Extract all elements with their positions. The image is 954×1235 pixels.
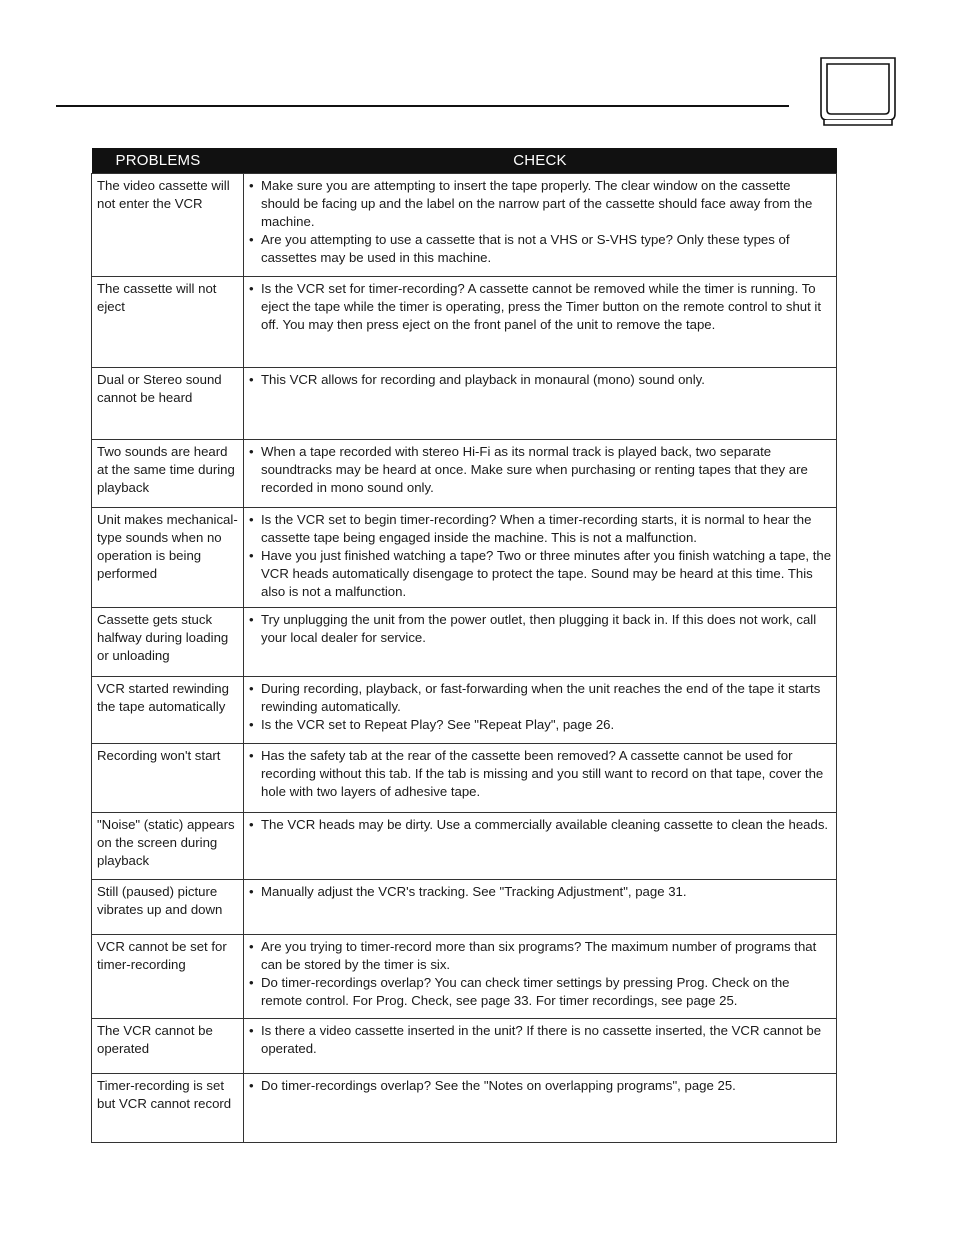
check-item: [249, 716, 832, 734]
check-item: [249, 680, 832, 716]
check-cell: [244, 744, 837, 813]
check-cell: [244, 277, 837, 368]
check-cell: [244, 608, 837, 677]
check-text: When a tape recorded with stereo Hi-Fi as its normal track is played back, two separate soundtracks may be heard at once. Make sure when purchasing or renting tapes that they are recorded in mono sound only.: [261, 444, 808, 495]
table-row: [92, 1019, 837, 1074]
table-row: [92, 608, 837, 677]
check-cell: [244, 174, 837, 277]
problem-cell: Still (paused) picture vibrates up and down: [92, 880, 244, 935]
header-rule: [56, 105, 789, 107]
problem-cell: VCR started rewinding the tape automatically: [92, 677, 244, 744]
problem-cell: Dual or Stereo sound cannot be heard: [92, 368, 244, 440]
check-text: This VCR allows for recording and playback in monaural (mono) sound only.: [261, 372, 705, 387]
check-column-header: CHECK: [244, 148, 837, 174]
bullet-icon: •: [249, 1078, 254, 1093]
check-item: [249, 177, 832, 231]
check-text: Do timer-recordings overlap? See the "Notes on overlapping programs", page 25.: [261, 1078, 736, 1093]
check-text: Have you just finished watching a tape? Two or three minutes after you finish watching a tape, the VCR heads automatically disengage to protect the tape. Sound may be heard at this time. This also is not a malfunction.: [261, 548, 832, 599]
problems-column-header: PROBLEMS: [92, 148, 244, 174]
bullet-icon: •: [249, 178, 254, 193]
check-item: [249, 371, 832, 389]
problem-cell: Recording won't start: [92, 744, 244, 813]
check-item: [249, 974, 832, 1010]
check-text: Do timer-recordings overlap? You can check timer settings by pressing Prog. Check on the remote control. For Prog. Check, see page 33. For timer recordings, see page 25.: [261, 975, 790, 1008]
check-cell: [244, 508, 837, 608]
check-item: [249, 938, 832, 974]
table-row: [92, 508, 837, 608]
check-cell: [244, 880, 837, 935]
check-item: [249, 547, 832, 601]
check-text: Has the safety tab at the rear of the cassette been removed? A cassette cannot be used for recording without this tab. If the tab is missing and you still want to record on that tape, cover the hole with two layers of adhesive tape.: [261, 748, 824, 799]
bullet-icon: •: [249, 232, 254, 247]
bullet-icon: •: [249, 939, 254, 954]
problem-cell: Two sounds are heard at the same time during playback: [92, 440, 244, 508]
check-text: Are you attempting to use a cassette that is not a VHS or S-VHS type? Only these types of cassettes may be used in this machine.: [261, 232, 790, 265]
check-item: [249, 883, 832, 901]
check-cell: [244, 1019, 837, 1074]
table-header-row: [92, 148, 837, 174]
check-item: [249, 231, 832, 267]
bullet-icon: •: [249, 681, 254, 696]
bullet-icon: •: [249, 444, 254, 459]
bullet-icon: •: [249, 372, 254, 387]
check-text: Make sure you are attempting to insert the tape properly. The clear window on the cassette should be facing up and the label on the narrow part of the cassette should face away from the machine.: [261, 178, 813, 229]
check-text: During recording, playback, or fast-forwarding when the unit reaches the end of the tape it starts rewinding automatically.: [261, 681, 821, 714]
check-text: Is the VCR set to Repeat Play? See "Repeat Play", page 26.: [261, 717, 615, 732]
bullet-icon: •: [249, 748, 254, 763]
bullet-icon: •: [249, 548, 254, 563]
problem-cell: Unit makes mechanical-type sounds when no operation is being performed: [92, 508, 244, 608]
problem-cell: "Noise" (static) appears on the screen during playback: [92, 813, 244, 880]
table-row: [92, 368, 837, 440]
check-cell: [244, 1074, 837, 1143]
check-cell: [244, 368, 837, 440]
check-item: [249, 1022, 832, 1058]
table-row: [92, 880, 837, 935]
table-row: [92, 174, 837, 277]
problem-cell: Cassette gets stuck halfway during loading or unloading: [92, 608, 244, 677]
check-text: Is the VCR set for timer-recording? A cassette cannot be removed while the timer is running. To eject the tape while the timer is operating, press the Timer button on the remote control to shut it off. You may then press eject on the front panel of the unit to remove the tape.: [261, 281, 822, 332]
table-row: [92, 440, 837, 508]
check-text: The VCR heads may be dirty. Use a commercially available cleaning cassette to clean the heads.: [261, 817, 829, 832]
check-text: Manually adjust the VCR's tracking. See "Tracking Adjustment", page 31.: [261, 884, 687, 899]
table-row: [92, 744, 837, 813]
table-row: [92, 813, 837, 880]
bullet-icon: •: [249, 817, 254, 832]
check-item: [249, 280, 832, 334]
check-text: Is there a video cassette inserted in the unit? If there is no cassette inserted, the VCR cannot be operated.: [261, 1023, 822, 1056]
check-cell: [244, 440, 837, 508]
problem-cell: The video cassette will not enter the VCR: [92, 174, 244, 277]
check-item: [249, 816, 832, 834]
tv-screen-icon: [818, 56, 898, 128]
check-item: [249, 511, 832, 547]
check-cell: [244, 935, 837, 1019]
check-cell: [244, 813, 837, 880]
bullet-icon: •: [249, 512, 254, 527]
check-cell: [244, 677, 837, 744]
table-row: [92, 677, 837, 744]
check-text: Is the VCR set to begin timer-recording? When a timer-recording starts, it is normal to hear the cassette tape being engaged inside the machine. This is not a malfunction.: [261, 512, 812, 545]
table-row: [92, 1074, 837, 1143]
problem-cell: Timer-recording is set but VCR cannot record: [92, 1074, 244, 1143]
bullet-icon: •: [249, 1023, 254, 1038]
bullet-icon: •: [249, 884, 254, 899]
bullet-icon: •: [249, 717, 254, 732]
check-item: [249, 1077, 832, 1095]
bullet-icon: •: [249, 612, 254, 627]
table-row: [92, 935, 837, 1019]
check-text: Are you trying to timer-record more than six programs? The maximum number of programs that can be stored by the timer is six.: [261, 939, 817, 972]
problem-cell: The cassette will not eject: [92, 277, 244, 368]
check-item: [249, 443, 832, 497]
table-row: [92, 277, 837, 368]
bullet-icon: •: [249, 975, 254, 990]
problem-cell: VCR cannot be set for timer-recording: [92, 935, 244, 1019]
check-item: [249, 611, 832, 647]
problem-cell: The VCR cannot be operated: [92, 1019, 244, 1074]
troubleshooting-table: [91, 148, 837, 1143]
check-item: [249, 747, 832, 801]
bullet-icon: •: [249, 281, 254, 296]
check-text: Try unplugging the unit from the power outlet, then plugging it back in. If this does not work, call your local dealer for service.: [261, 612, 817, 645]
